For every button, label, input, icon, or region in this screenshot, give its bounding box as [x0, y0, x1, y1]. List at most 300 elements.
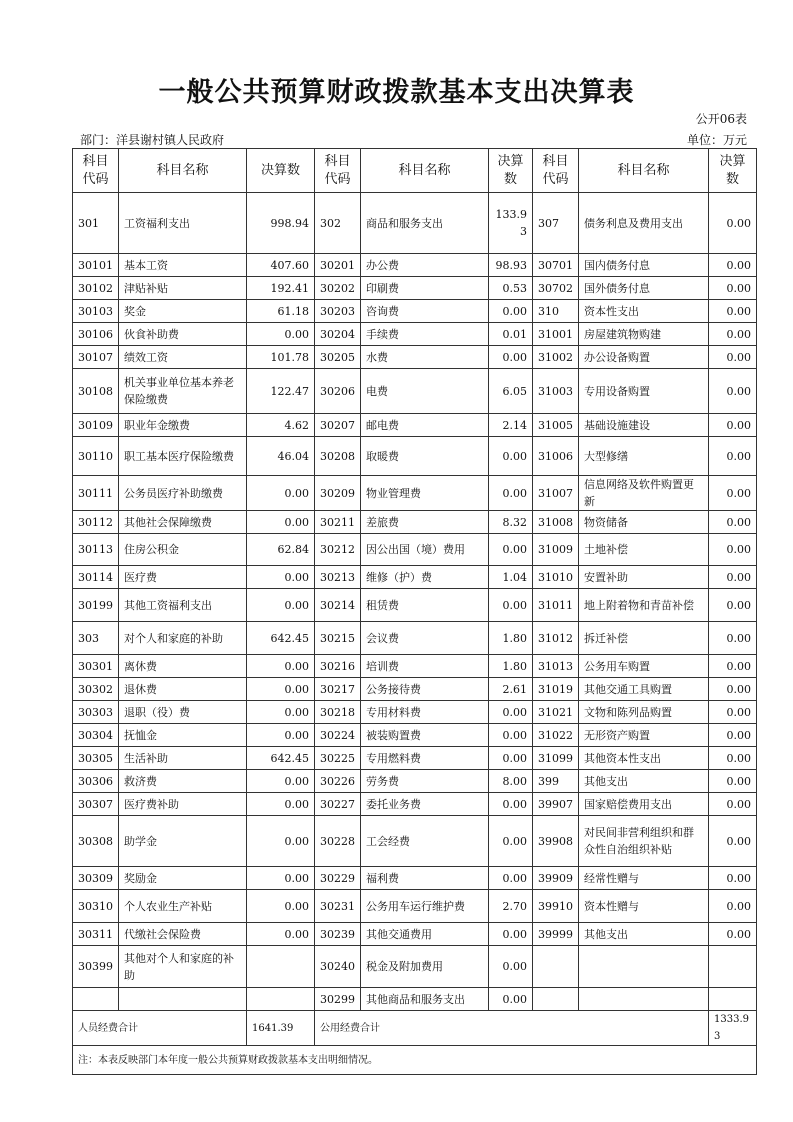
cell-amount-1: 0.00: [247, 867, 315, 890]
cell-name-3: 国内债务付息: [579, 254, 709, 277]
cell-name-3: 其他支出: [579, 923, 709, 946]
header-name-2: 科目名称: [361, 149, 489, 193]
cell-name-1: 医疗费补助: [119, 793, 247, 816]
cell-amount-3: 0.00: [709, 369, 757, 414]
personnel-total-label: 人员经费合计: [73, 1011, 247, 1046]
cell-code-3: 31022: [533, 724, 579, 747]
cell-name-3: 国家赔偿费用支出: [579, 793, 709, 816]
cell-amount-2: 0.00: [489, 946, 533, 988]
cell-code-2: 30208: [315, 437, 361, 476]
cell-name-2: 专用燃料费: [361, 747, 489, 770]
header-name-1: 科目名称: [119, 149, 247, 193]
cell-code-1: 30399: [73, 946, 119, 988]
cell-amount-2: 0.00: [489, 476, 533, 511]
cell-name-3: 信息网络及软件购置更新: [579, 476, 709, 511]
cell-amount-3: 0.00: [709, 300, 757, 323]
cell-code-2: 30205: [315, 346, 361, 369]
cell-code-3: 31013: [533, 655, 579, 678]
cell-amount-3: 0.00: [709, 622, 757, 655]
table-row: [73, 747, 757, 770]
cell-name-1: 绩效工资: [119, 346, 247, 369]
cell-code-3: 399: [533, 770, 579, 793]
table-row: [73, 724, 757, 747]
cell-amount-1: 642.45: [247, 622, 315, 655]
table-note: 注：本表反映部门本年度一般公共预算财政拨款基本支出明细情况。: [73, 1046, 757, 1075]
cell-amount-1: 62.84: [247, 534, 315, 566]
cell-code-2: 302: [315, 193, 361, 254]
cell-code-1: 30306: [73, 770, 119, 793]
cell-code-2: 30239: [315, 923, 361, 946]
cell-amount-2: 0.00: [489, 793, 533, 816]
cell-name-2: 福利费: [361, 867, 489, 890]
cell-code-1: 303: [73, 622, 119, 655]
cell-amount-3: 0.00: [709, 193, 757, 254]
cell-code-2: 30229: [315, 867, 361, 890]
cell-code-2: 30206: [315, 369, 361, 414]
cell-amount-3: 0.00: [709, 747, 757, 770]
cell-amount-3: 0.00: [709, 254, 757, 277]
cell-amount-3: 0.00: [709, 867, 757, 890]
cell-amount-2: 0.00: [489, 701, 533, 724]
cell-code-3: 310: [533, 300, 579, 323]
cell-name-2: 邮电费: [361, 414, 489, 437]
cell-amount-1: 0.00: [247, 770, 315, 793]
cell-amount-3: 0.00: [709, 923, 757, 946]
cell-name-1: 代缴社会保险费: [119, 923, 247, 946]
cell-amount-2: 2.14: [489, 414, 533, 437]
cell-code-3: 31003: [533, 369, 579, 414]
header-name-3: 科目名称: [579, 149, 709, 193]
cell-amount-1: 0.00: [247, 566, 315, 589]
cell-amount-3: 0.00: [709, 566, 757, 589]
cell-name-1: 工资福利支出: [119, 193, 247, 254]
cell-name-3: 其他资本性支出: [579, 747, 709, 770]
table-row: [73, 566, 757, 589]
cell-amount-2: 0.53: [489, 277, 533, 300]
expenditure-table: [72, 148, 757, 1075]
cell-name-1: 机关事业单位基本养老保险缴费: [119, 369, 247, 414]
cell-code-3: 31001: [533, 323, 579, 346]
totals-row: [73, 1011, 757, 1046]
cell-amount-3: 0.00: [709, 724, 757, 747]
cell-name-3: 债务利息及费用支出: [579, 193, 709, 254]
cell-name-2: 会议费: [361, 622, 489, 655]
cell-code-1: 30107: [73, 346, 119, 369]
cell-amount-2: 1.80: [489, 655, 533, 678]
cell-amount-1: 0.00: [247, 701, 315, 724]
cell-amount-3: 0.00: [709, 437, 757, 476]
cell-code-3: 39909: [533, 867, 579, 890]
cell-code-2: 30203: [315, 300, 361, 323]
cell-amount-1: 0.00: [247, 589, 315, 622]
table-row: [73, 816, 757, 867]
table-row: [73, 923, 757, 946]
cell-amount-2: 1.04: [489, 566, 533, 589]
personnel-total-value: 1641.39: [247, 1011, 315, 1046]
cell-name-2: 租赁费: [361, 589, 489, 622]
department-label: 部门：洋县谢村镇人民政府: [80, 133, 225, 147]
cell-amount-2: 8.00: [489, 770, 533, 793]
table-row: [73, 534, 757, 566]
cell-amount-2: 0.00: [489, 816, 533, 867]
cell-amount-1: [247, 988, 315, 1011]
cell-code-3: 31021: [533, 701, 579, 724]
cell-name-3: 文物和陈列品购置: [579, 701, 709, 724]
cell-code-2: 30207: [315, 414, 361, 437]
cell-code-3: 39999: [533, 923, 579, 946]
cell-amount-2: 133.93: [489, 193, 533, 254]
cell-code-1: 30304: [73, 724, 119, 747]
cell-amount-3: 0.00: [709, 770, 757, 793]
cell-code-1: 30309: [73, 867, 119, 890]
cell-name-1: 住房公积金: [119, 534, 247, 566]
cell-name-2: 工会经费: [361, 816, 489, 867]
cell-name-1: 公务员医疗补助缴费: [119, 476, 247, 511]
cell-name-3: 国外债务付息: [579, 277, 709, 300]
header-amount-3: 决算数: [709, 149, 757, 193]
cell-name-3: 拆迁补偿: [579, 622, 709, 655]
table-row: [73, 867, 757, 890]
table-row: [73, 277, 757, 300]
cell-name-1: 生活补助: [119, 747, 247, 770]
cell-amount-1: 998.94: [247, 193, 315, 254]
cell-name-2: 税金及附加费用: [361, 946, 489, 988]
table-body: [73, 193, 757, 1011]
cell-code-1: 30102: [73, 277, 119, 300]
cell-code-1: 30302: [73, 678, 119, 701]
cell-name-1: 救济费: [119, 770, 247, 793]
cell-code-1: [73, 988, 119, 1011]
cell-code-1: 30308: [73, 816, 119, 867]
cell-name-3: 经常性赠与: [579, 867, 709, 890]
table-row: [73, 476, 757, 511]
cell-amount-3: 0.00: [709, 476, 757, 511]
cell-code-3: 31006: [533, 437, 579, 476]
cell-code-1: 301: [73, 193, 119, 254]
cell-code-2: 30226: [315, 770, 361, 793]
cell-name-3: 物资储备: [579, 511, 709, 534]
header-row: [73, 149, 757, 193]
cell-code-2: 30214: [315, 589, 361, 622]
cell-amount-3: 0.00: [709, 414, 757, 437]
cell-amount-3: 0.00: [709, 816, 757, 867]
table-row: [73, 414, 757, 437]
cell-code-3: [533, 946, 579, 988]
cell-code-3: 307: [533, 193, 579, 254]
cell-code-3: 31019: [533, 678, 579, 701]
cell-amount-2: 2.70: [489, 890, 533, 923]
cell-code-3: [533, 988, 579, 1011]
form-number: 公开06表: [695, 112, 747, 126]
cell-amount-3: [709, 946, 757, 988]
cell-code-3: 31012: [533, 622, 579, 655]
cell-code-1: 30101: [73, 254, 119, 277]
table-row: [73, 346, 757, 369]
cell-code-2: 30209: [315, 476, 361, 511]
cell-name-2: 印刷费: [361, 277, 489, 300]
cell-name-1: 个人农业生产补贴: [119, 890, 247, 923]
cell-amount-2: 0.00: [489, 437, 533, 476]
cell-code-2: 30213: [315, 566, 361, 589]
table-row: [73, 988, 757, 1011]
table-row: [73, 511, 757, 534]
cell-name-3: [579, 946, 709, 988]
cell-code-3: 31002: [533, 346, 579, 369]
cell-name-2: 电费: [361, 369, 489, 414]
cell-code-1: 30199: [73, 589, 119, 622]
cell-name-3: 地上附着物和青苗补偿: [579, 589, 709, 622]
cell-name-1: 抚恤金: [119, 724, 247, 747]
cell-amount-2: 0.00: [489, 867, 533, 890]
cell-amount-2: 0.00: [489, 534, 533, 566]
cell-code-2: 30202: [315, 277, 361, 300]
cell-amount-1: 4.62: [247, 414, 315, 437]
cell-code-1: 30112: [73, 511, 119, 534]
cell-name-1: 奖励金: [119, 867, 247, 890]
cell-name-2: 水费: [361, 346, 489, 369]
cell-amount-1: 0.00: [247, 724, 315, 747]
cell-amount-3: 0.00: [709, 890, 757, 923]
header-code-1: 科目代码: [73, 149, 119, 193]
cell-amount-2: 98.93: [489, 254, 533, 277]
cell-amount-1: 0.00: [247, 793, 315, 816]
cell-amount-1: 61.18: [247, 300, 315, 323]
cell-name-3: 其他交通工具购置: [579, 678, 709, 701]
cell-name-3: 基础设施建设: [579, 414, 709, 437]
cell-name-3: 大型修缮: [579, 437, 709, 476]
cell-code-1: 30303: [73, 701, 119, 724]
cell-code-2: 30212: [315, 534, 361, 566]
table-row: [73, 254, 757, 277]
cell-name-1: 奖金: [119, 300, 247, 323]
cell-code-3: 39907: [533, 793, 579, 816]
cell-code-2: 30215: [315, 622, 361, 655]
cell-amount-2: 6.05: [489, 369, 533, 414]
cell-name-2: 手续费: [361, 323, 489, 346]
cell-name-1: 医疗费: [119, 566, 247, 589]
cell-code-2: 30216: [315, 655, 361, 678]
table-row: [73, 369, 757, 414]
cell-amount-3: 0.00: [709, 323, 757, 346]
cell-name-1: 职业年金缴费: [119, 414, 247, 437]
page-title: 一般公共预算财政拨款基本支出决算表: [158, 77, 635, 108]
cell-name-1: [119, 988, 247, 1011]
cell-name-3: 其他支出: [579, 770, 709, 793]
cell-code-3: 31009: [533, 534, 579, 566]
cell-code-2: 30218: [315, 701, 361, 724]
unit-label: 单位：万元: [686, 133, 747, 147]
table-row: [73, 300, 757, 323]
cell-amount-2: 0.00: [489, 724, 533, 747]
cell-name-2: 因公出国（境）费用: [361, 534, 489, 566]
cell-amount-2: 2.61: [489, 678, 533, 701]
note-row: [73, 1046, 757, 1075]
cell-code-3: 30701: [533, 254, 579, 277]
cell-amount-1: 0.00: [247, 655, 315, 678]
cell-code-1: 30307: [73, 793, 119, 816]
table-row: [73, 770, 757, 793]
cell-amount-2: 0.00: [489, 923, 533, 946]
cell-name-2: 取暖费: [361, 437, 489, 476]
cell-code-3: 31099: [533, 747, 579, 770]
cell-code-2: 30225: [315, 747, 361, 770]
cell-amount-1: 46.04: [247, 437, 315, 476]
cell-amount-2: 1.80: [489, 622, 533, 655]
cell-amount-3: 0.00: [709, 701, 757, 724]
cell-code-3: 31007: [533, 476, 579, 511]
cell-name-1: 伙食补助费: [119, 323, 247, 346]
cell-name-3: 资本性支出: [579, 300, 709, 323]
cell-name-2: 公务接待费: [361, 678, 489, 701]
cell-name-1: 离休费: [119, 655, 247, 678]
cell-code-1: 30103: [73, 300, 119, 323]
cell-code-3: 30702: [533, 277, 579, 300]
cell-name-3: 无形资产购置: [579, 724, 709, 747]
cell-amount-1: 101.78: [247, 346, 315, 369]
cell-amount-1: 407.60: [247, 254, 315, 277]
cell-code-2: 30204: [315, 323, 361, 346]
public-total-label: 公用经费合计: [315, 1011, 709, 1046]
cell-code-1: 30311: [73, 923, 119, 946]
table-row: [73, 655, 757, 678]
header-amount-1: 决算数: [247, 149, 315, 193]
cell-name-2: 培训费: [361, 655, 489, 678]
cell-code-2: 30231: [315, 890, 361, 923]
cell-name-1: 其他对个人和家庭的补助: [119, 946, 247, 988]
cell-amount-3: 0.00: [709, 346, 757, 369]
table-row: [73, 589, 757, 622]
cell-code-2: 30201: [315, 254, 361, 277]
cell-name-2: 其他交通费用: [361, 923, 489, 946]
cell-code-1: 30110: [73, 437, 119, 476]
cell-name-3: 安置补助: [579, 566, 709, 589]
cell-name-3: [579, 988, 709, 1011]
cell-amount-3: 0.00: [709, 534, 757, 566]
public-total-value: 1333.93: [709, 1011, 757, 1046]
cell-amount-2: 0.00: [489, 300, 533, 323]
header-code-3: 科目代码: [533, 149, 579, 193]
cell-name-1: 职工基本医疗保险缴费: [119, 437, 247, 476]
cell-name-2: 被装购置费: [361, 724, 489, 747]
cell-code-1: 30301: [73, 655, 119, 678]
cell-name-3: 对民间非营利组织和群众性自治组织补贴: [579, 816, 709, 867]
cell-code-2: 30227: [315, 793, 361, 816]
table-row: [73, 793, 757, 816]
cell-name-1: 退休费: [119, 678, 247, 701]
cell-amount-2: 8.32: [489, 511, 533, 534]
cell-name-2: 委托业务费: [361, 793, 489, 816]
cell-name-3: 办公设备购置: [579, 346, 709, 369]
cell-amount-2: 0.00: [489, 988, 533, 1011]
cell-name-3: 土地补偿: [579, 534, 709, 566]
cell-code-1: 30305: [73, 747, 119, 770]
table-row: [73, 193, 757, 254]
cell-amount-2: 0.00: [489, 589, 533, 622]
cell-amount-3: 0.00: [709, 793, 757, 816]
cell-name-2: 公务用车运行维护费: [361, 890, 489, 923]
cell-name-2: 维修（护）费: [361, 566, 489, 589]
table-row: [73, 323, 757, 346]
cell-name-1: 其他社会保障缴费: [119, 511, 247, 534]
cell-code-1: 30114: [73, 566, 119, 589]
cell-code-1: 30111: [73, 476, 119, 511]
cell-name-1: 退职（役）费: [119, 701, 247, 724]
cell-code-2: 30217: [315, 678, 361, 701]
table-row: [73, 437, 757, 476]
table-row: [73, 622, 757, 655]
cell-amount-1: 0.00: [247, 678, 315, 701]
cell-name-1: 其他工资福利支出: [119, 589, 247, 622]
cell-name-2: 专用材料费: [361, 701, 489, 724]
table-row: [73, 890, 757, 923]
cell-name-1: 基本工资: [119, 254, 247, 277]
cell-code-2: 30240: [315, 946, 361, 988]
cell-amount-3: 0.00: [709, 511, 757, 534]
cell-amount-1: 642.45: [247, 747, 315, 770]
cell-amount-3: [709, 988, 757, 1011]
cell-amount-1: 192.41: [247, 277, 315, 300]
cell-name-2: 物业管理费: [361, 476, 489, 511]
cell-name-2: 其他商品和服务支出: [361, 988, 489, 1011]
table-row: [73, 701, 757, 724]
cell-code-1: 30108: [73, 369, 119, 414]
cell-name-1: 津贴补贴: [119, 277, 247, 300]
cell-amount-1: 0.00: [247, 890, 315, 923]
cell-code-1: 30109: [73, 414, 119, 437]
cell-amount-2: 0.00: [489, 346, 533, 369]
cell-amount-1: [247, 946, 315, 988]
cell-code-1: 30106: [73, 323, 119, 346]
cell-code-2: 30228: [315, 816, 361, 867]
cell-amount-1: 122.47: [247, 369, 315, 414]
cell-code-3: 31010: [533, 566, 579, 589]
cell-code-2: 30211: [315, 511, 361, 534]
cell-code-2: 30299: [315, 988, 361, 1011]
cell-name-2: 商品和服务支出: [361, 193, 489, 254]
cell-name-3: 专用设备购置: [579, 369, 709, 414]
cell-name-3: 公务用车购置: [579, 655, 709, 678]
cell-name-3: 资本性赠与: [579, 890, 709, 923]
cell-amount-1: 0.00: [247, 476, 315, 511]
cell-name-2: 差旅费: [361, 511, 489, 534]
cell-code-3: 31008: [533, 511, 579, 534]
cell-amount-1: 0.00: [247, 323, 315, 346]
cell-amount-3: 0.00: [709, 277, 757, 300]
header-code-2: 科目代码: [315, 149, 361, 193]
cell-amount-1: 0.00: [247, 511, 315, 534]
table-row: [73, 946, 757, 988]
cell-name-3: 房屋建筑物购建: [579, 323, 709, 346]
cell-name-1: 助学金: [119, 816, 247, 867]
cell-name-2: 咨询费: [361, 300, 489, 323]
cell-amount-3: 0.00: [709, 655, 757, 678]
cell-amount-3: 0.00: [709, 589, 757, 622]
cell-code-1: 30113: [73, 534, 119, 566]
cell-amount-2: 0.00: [489, 747, 533, 770]
cell-code-3: 31005: [533, 414, 579, 437]
cell-code-3: 31011: [533, 589, 579, 622]
cell-name-1: 对个人和家庭的补助: [119, 622, 247, 655]
cell-amount-2: 0.01: [489, 323, 533, 346]
cell-code-3: 39908: [533, 816, 579, 867]
cell-name-2: 办公费: [361, 254, 489, 277]
cell-code-1: 30310: [73, 890, 119, 923]
cell-name-2: 劳务费: [361, 770, 489, 793]
table-row: [73, 678, 757, 701]
cell-code-3: 39910: [533, 890, 579, 923]
cell-amount-1: 0.00: [247, 816, 315, 867]
header-amount-2: 决算数: [489, 149, 533, 193]
